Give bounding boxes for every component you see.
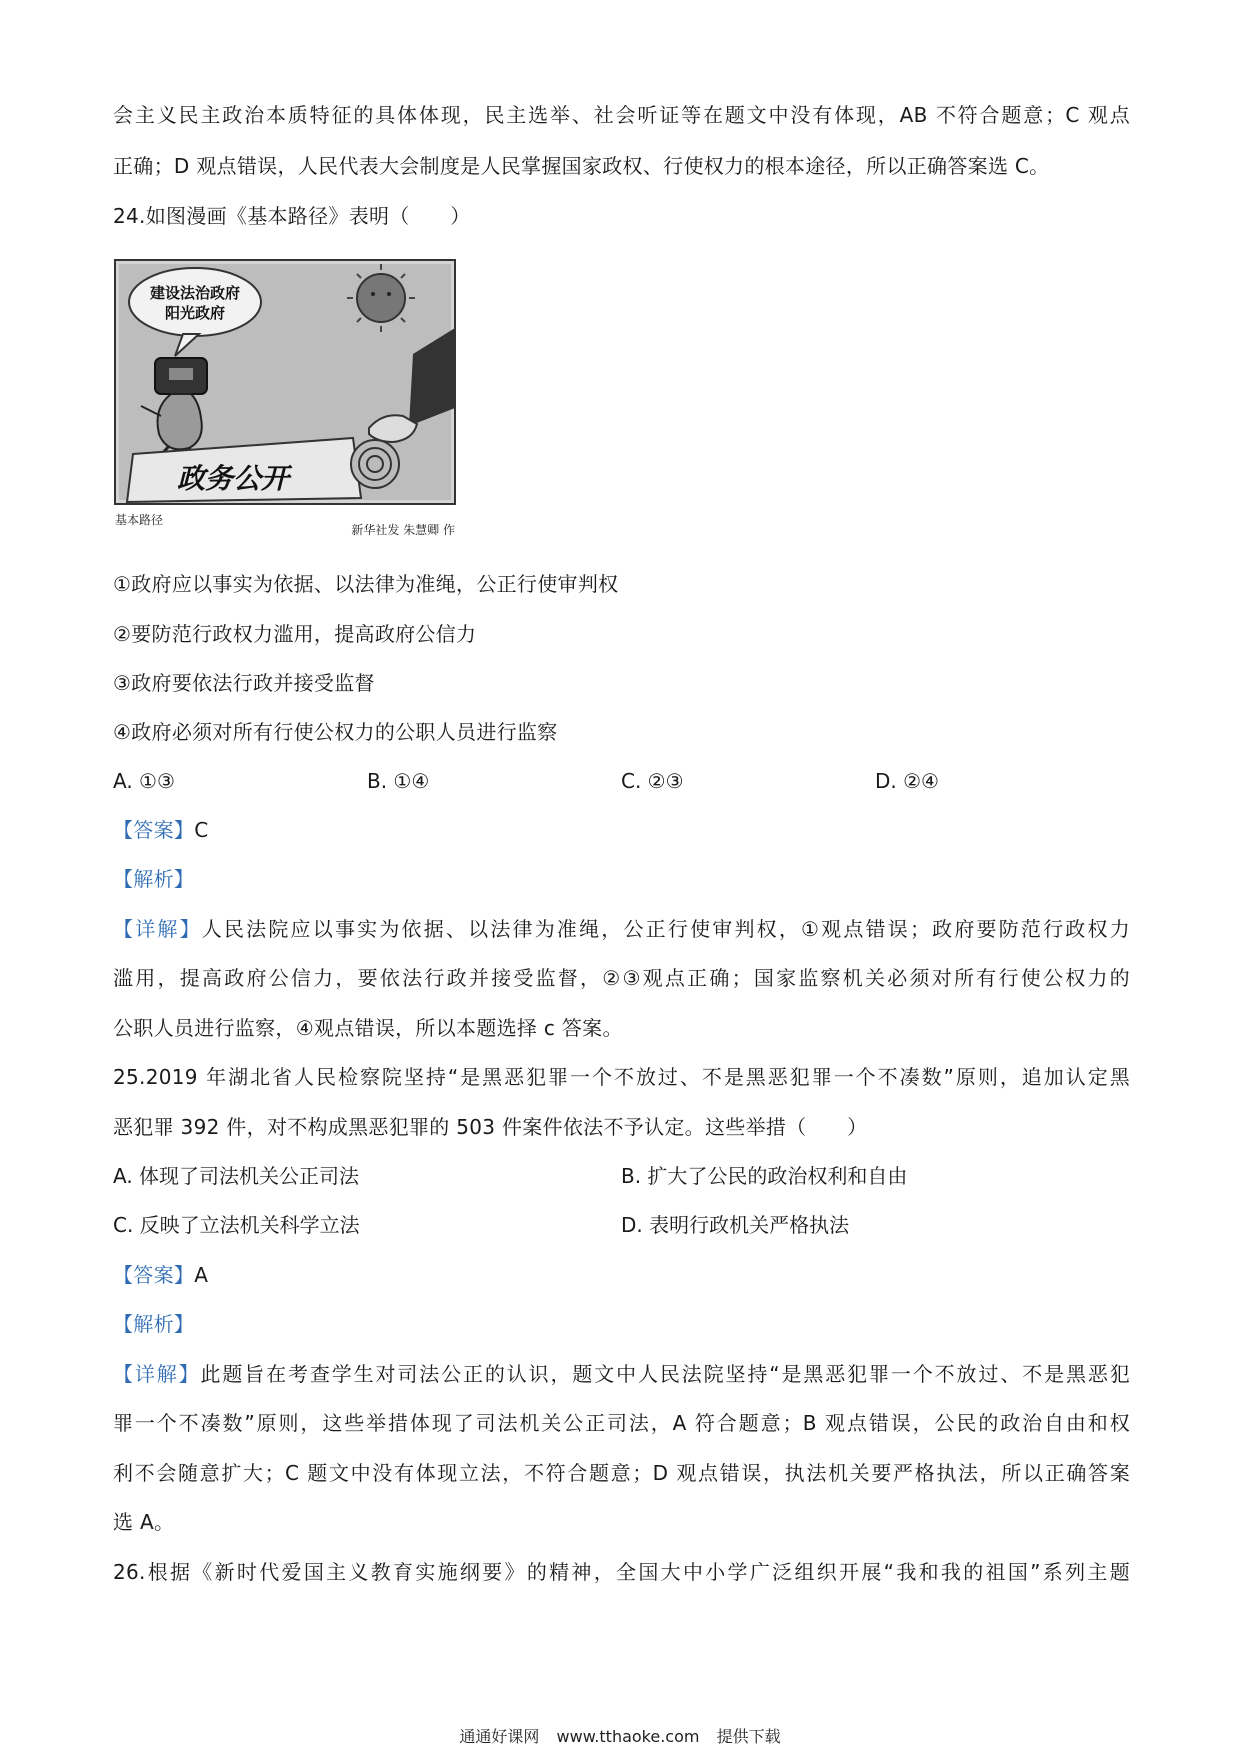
analysis-line — [113, 864, 194, 894]
detail-line: 选 A。 — [113, 1510, 175, 1534]
statement-3: ③政府要依法行政并接受监督 — [113, 671, 375, 695]
answer-value: A — [194, 1263, 209, 1287]
detail-line — [113, 914, 1130, 944]
bubble-text: 阳光政府 — [164, 304, 226, 322]
page-footer — [0, 1726, 1240, 1748]
question-24-stem: 24.如图漫画《基本路径》表明（ ） — [113, 204, 471, 228]
footer-note: 提供下载 — [716, 1727, 781, 1746]
sun-icon — [347, 264, 415, 332]
option-c: C. 反映了立法机关科学立法 — [113, 1213, 360, 1237]
option-b: B. 扩大了公民的政治权利和自由 — [621, 1164, 908, 1188]
answer-line — [113, 1260, 208, 1290]
footer-site-name: 通通好课网 — [459, 1727, 540, 1746]
option-b: B. ①④ — [367, 769, 430, 793]
detail-line: 滥用，提高政府公信力，要依法行政并接受监督，②③观点正确；国家监察机关必须对所有行使公权力的 — [113, 966, 1130, 990]
paragraph-line: 正确；D 观点错误，人民代表大会制度是人民掌握国家政权、行使权力的根本途径，所以正确答案选 C。 — [113, 154, 1050, 178]
answer-line — [113, 815, 208, 845]
option-d: D. 表明行政机关严格执法 — [621, 1213, 850, 1237]
bubble-text: 建设法治政府 — [149, 284, 241, 302]
answer-value: C — [194, 818, 209, 842]
footer-url[interactable]: www.tthaoke.com — [556, 1727, 700, 1746]
detail-line: 罪一个不凑数”原则，这些举措体现了司法机关公正司法，A 符合题意；B 观点错误，公民的政治自由和权 — [113, 1411, 1130, 1435]
statement-1: ①政府应以事实为依据、以法律为准绳，公正行使审判权 — [113, 572, 619, 596]
comic-caption-right: 新华社发 朱慧卿 作 — [351, 523, 455, 537]
banner-text: 政务公开 — [176, 462, 290, 495]
statement-2: ②要防范行政权力滥用，提高政府公信力 — [113, 622, 477, 646]
detail-line: 公职人员进行监察，④观点错误，所以本题选择 c 答案。 — [113, 1016, 623, 1040]
answer-tag: 【答案】 — [113, 818, 195, 842]
comic-caption-left: 基本路径 — [115, 513, 164, 527]
comic-image — [113, 258, 473, 541]
option-d: D. ②④ — [875, 769, 939, 793]
question-25-stem: 恶犯罪 392 件，对不构成黑恶犯罪的 503 件案件依法不予认定。这些举措（ ） — [113, 1115, 868, 1139]
detail-line — [113, 1359, 1130, 1389]
detail-tag: 【详解】 — [113, 917, 202, 941]
analysis-tag: 【解析】 — [113, 1312, 195, 1336]
option-a: A. 体现了司法机关公正司法 — [113, 1164, 360, 1188]
question-26-stem: 26.根据《新时代爱国主义教育实施纲要》的精神，全国大中小学广泛组织开展“我和我的祖国”系列主题 — [113, 1560, 1130, 1584]
answer-tag: 【答案】 — [113, 1263, 195, 1287]
analysis-line — [113, 1309, 194, 1339]
detail-text: 此题旨在考查学生对司法公正的认识，题文中人民法院坚持“是黑恶犯罪一个不放过、不是黑恶犯 — [200, 1362, 1130, 1386]
detail-tag: 【详解】 — [113, 1362, 201, 1386]
option-c: C. ②③ — [621, 769, 684, 793]
analysis-tag: 【解析】 — [113, 867, 195, 891]
question-25-stem: 25.2019 年湖北省人民检察院坚持“是黑恶犯罪一个不放过、不是黑恶犯罪一个不凑数”原则，追加认定黑 — [113, 1065, 1130, 1089]
statement-4: ④政府必须对所有行使公权力的公职人员进行监察 — [113, 720, 558, 744]
detail-text: 人民法院应以事实为依据、以法律为准绳，公正行使审判权，①观点错误；政府要防范行政权力 — [201, 917, 1130, 941]
scroll-roll — [351, 440, 399, 488]
option-a: A. ①③ — [113, 769, 175, 793]
paragraph-line: 会主义民主政治本质特征的具体体现，民主选举、社会听证等在题文中没有体现，AB 不符合题意；C 观点 — [113, 103, 1130, 127]
detail-line: 利不会随意扩大；C 题文中没有体现立法，不符合题意；D 观点错误，执法机关要严格执法，所以正确答案 — [113, 1461, 1130, 1485]
